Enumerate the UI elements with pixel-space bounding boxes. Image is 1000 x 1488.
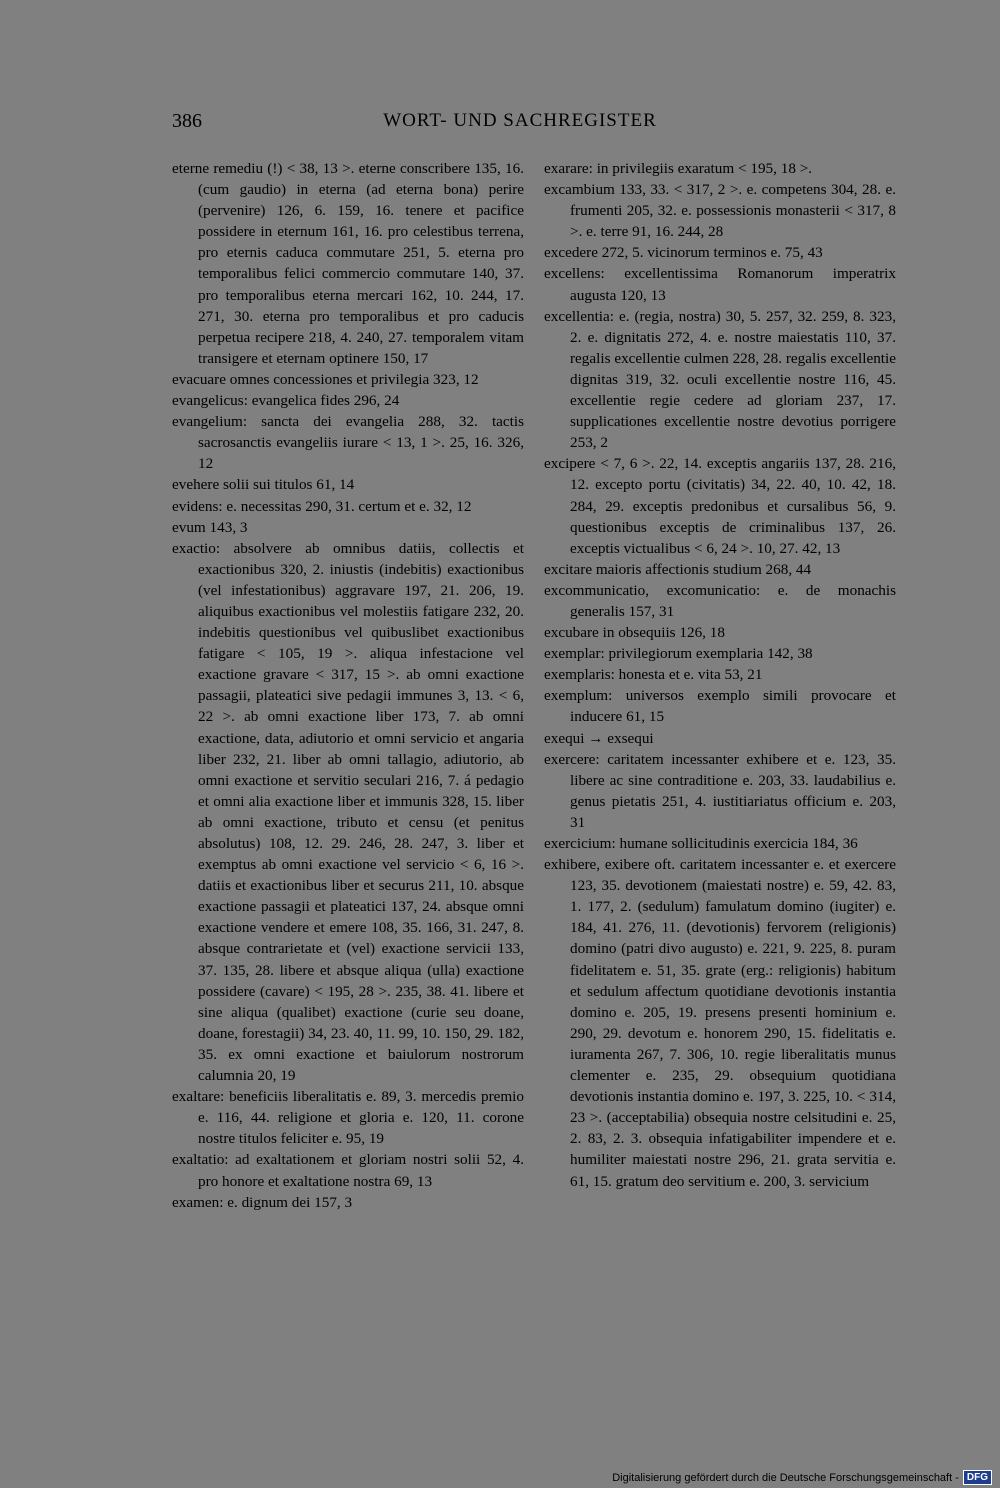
index-entry: evidens: e. necessitas 290, 31. certum et e. 32, 12 xyxy=(172,497,472,515)
index-entry: excubare in obsequiis 126, 18 xyxy=(544,624,725,642)
index-entry: exarare: in privilegiis exaratum < 195, 18 >. xyxy=(544,160,813,177)
index-entry: excellens: excellentissima Romanorum imperatrix augusta 120, 13 xyxy=(544,265,896,304)
credit-text: Digitalisierung gefördert durch die Deutsche Forschungsgemeinschaft - xyxy=(612,1471,959,1484)
index-entry: evehere solii sui titulos 61, 14 xyxy=(172,476,355,494)
index-entry: exactio: absolvere ab omnibus datiis, collectis et exactionibus 320, 2. iniustis (indebitis) exactionibus (vel infestationibus) aggravare 197, 21. 206, 19. aliquibus exactionibus vel molestiis fatigare 232, 20. indebitis questionibus vel quibuslibet exactionibus fatigare < 105, 19 >. aliqua infestacione vel exactione gravare < 317, 15 >. ab omni exactione passagii, plateatici sive pedagii immunes 3, 13. < 6, 22 >. ab omni exactione liber 173, 7. ab omni exactione, data, adiutorio et omni servicio et angaria liber 232, 21. liber ab omni tallagio, adiutorio, ab omni exactione et servitio seculari 216, 7. á pedagio et omni alia exactione liber et immunis 328, 15. liber ab omni exactione, tributo et censu (et penitus absolutus) 108, 12. 29. 246, 28. 247, 3. liber et exemptus ab omni exactione vel servicio < 6, 16 >. datiis et exactionibus liber et securus 211, 10. absque exactione passagii et plateatici 137, 24. absque omni exactione vendere et emere 108, 35. 166, 31. 247, 8. absque contrarietate et (vel) exactione servicii 133, 37. 135, 28. libere et absque aliqua (ulla) exactione possidere (cavare) < 195, 28 >. 235, 38. 41. libere et sine aliqua (qualibet) exactione (curie seu doane, doane, forestagii) 34, 23. 40, 11. 99, 10. 150, 29. 182, 35. ex omni exactione et baiulorum nostrorum calumnia 20, 19 xyxy=(172,539,524,1085)
index-entry: exemplaris: honesta et e. vita 53, 21 xyxy=(544,666,763,684)
index-entry: exercicium: humane sollicitudinis exercicia 184, 36 xyxy=(544,835,858,852)
index-entry: excedere 272, 5. vicinorum terminos e. 75, 43 xyxy=(544,244,823,262)
index-entry: excitare maioris affectionis studium 268, 44 xyxy=(544,560,812,578)
page-number: 386 xyxy=(172,110,202,132)
index-entry: excambium 133, 33. < 317, 2 >. e. competens 304, 28. e. frumenti 205, 32. e. possessionis monasterii < 317, 8 >. e. terre 91, 16. 244, 28 xyxy=(544,181,896,241)
index-entry: excommunicatio, excomunicatio: e. de monachis generalis 157, 31 xyxy=(544,581,896,620)
index-entry: exhibere, exibere oft. caritatem incessanter e. et exercere 123, 35. devotionem (maiestati nostre) e. 59, 42. 83, 1. 177, 2. (sedulum) famulatum domino (iugiter) e. 184, 41. 276, 11. (devotionis) fervorem (religionis) domino (patri divo augusto) e. 221, 9. 225, 8. puram fidelitatem e. 51, 35. grate (erg.: religionis) habitum et sedulum affectum quotidiane devotionis instantia domino e. 205, 19. presens presenti hominium e. 290, 29. devotum e. honorem 290, 15. fidelitatis e. iuramenta 267, 7. 306, 10. regie liberalitatis munus clementer e. 235, 29. obsequium quotidiana devotionis instantia domino e. 197, 3. 225, 10. < 314, 23 >. (acceptabilia) obsequia nostre celsitudini e. 25, 2. 83, 2. 3. obsequia infatigabiliter impendere et e. humiliter maiestati nostre 296, 21. grata servitia e. 61, 15. gratum deo servitium e. 200, 3. servicium xyxy=(544,856,896,1190)
index-entry: excellentia: e. (regia, nostra) 30, 5. 257, 32. 259, 8. 323, 2. e. dignitatis 272, 4. e. nostre maiestatis 110, 37. regalis excellentie culmen 228, 28. regalis excellentie dignitas 319, 32. oculi excellentie nostre 116, 45. excellentie regie cedere ad gloriam 237, 17. supplicationes excellentie nostre devotius porrigere 253, 2 xyxy=(544,307,896,452)
index-entry: evum 143, 3 xyxy=(172,518,248,536)
index-entry: exemplum: universos exemplo simili provocare et inducere 61, 15 xyxy=(544,687,896,726)
index-entry: excipere < 7, 6 >. 22, 14. exceptis angariis 137, 28. 216, 12. excepto portu (civitatis) 34, 22. 40, 10. 42, 18. 284, 29. exceptis predonibus et cursalibus 56, 9. questionibus exceptis de criminalibus 137, 26. exceptis victualibus < 6, 24 >. 10, 27. 42, 13 xyxy=(544,455,896,557)
index-entry: examen: e. dignum dei 157, 3 xyxy=(172,1193,353,1211)
index-column-left xyxy=(172,158,524,1213)
index-entry: evangelicus: evangelica fides 296, 24 xyxy=(172,392,400,410)
index-entry: exequi → exsequi xyxy=(544,729,654,747)
dfg-logo: DFG xyxy=(963,1470,992,1485)
index-entry: exercere: caritatem incessanter exhibere et e. 123, 35. libere ac sine contraditione e. 203, 33. laudabilius e. genus pietatis 251, 4. iustitiariatus officium e. 203, 31 xyxy=(544,750,896,831)
running-head: WORT- UND SACHREGISTER xyxy=(383,110,657,131)
index-entry: evangelium: sancta dei evangelia 288, 32. tactis sacrosanctis evangeliis iurare < 13, 1 >. 25, 16. 326, 12 xyxy=(172,413,524,473)
index-entry: evacuare omnes concessiones et privilegia 323, 12 xyxy=(172,370,479,388)
index-column-right xyxy=(544,158,896,1192)
index-entry: eterne remediu (!) < 38, 13 >. eterne conscribere 135, 16. (cum gaudio) in eterna (ad eterna bona) perire (pervenire) 126, 6. 159, 16. tenere et pacifice possidere in eternum 161, 16. pro celestibus terrena, pro eternis caduca commutare 251, 5. eterna pro temporalibus felici commercio commutare 140, 37. pro temporalibus eterna mercari 162, 10. 244, 17. 271, 30. eterna pro temporalibus et pro caducis perpetua recipere 218, 4. 240, 27. temporalem vitam transigere et eternam optinere 150, 17 xyxy=(172,160,524,367)
index-entry: exemplar: privilegiorum exemplaria 142, 38 xyxy=(544,645,813,663)
digitization-credit xyxy=(612,1470,992,1485)
index-entry: exaltatio: ad exaltationem et gloriam nostri solii 52, 4. pro honore et exaltatione nostra 69, 13 xyxy=(172,1151,524,1190)
index-entry: exaltare: beneficiis liberalitatis e. 89, 3. mercedis premio e. 116, 44. religione et gloria e. 120, 11. corone nostre titulos feliciter e. 95, 19 xyxy=(172,1088,524,1148)
